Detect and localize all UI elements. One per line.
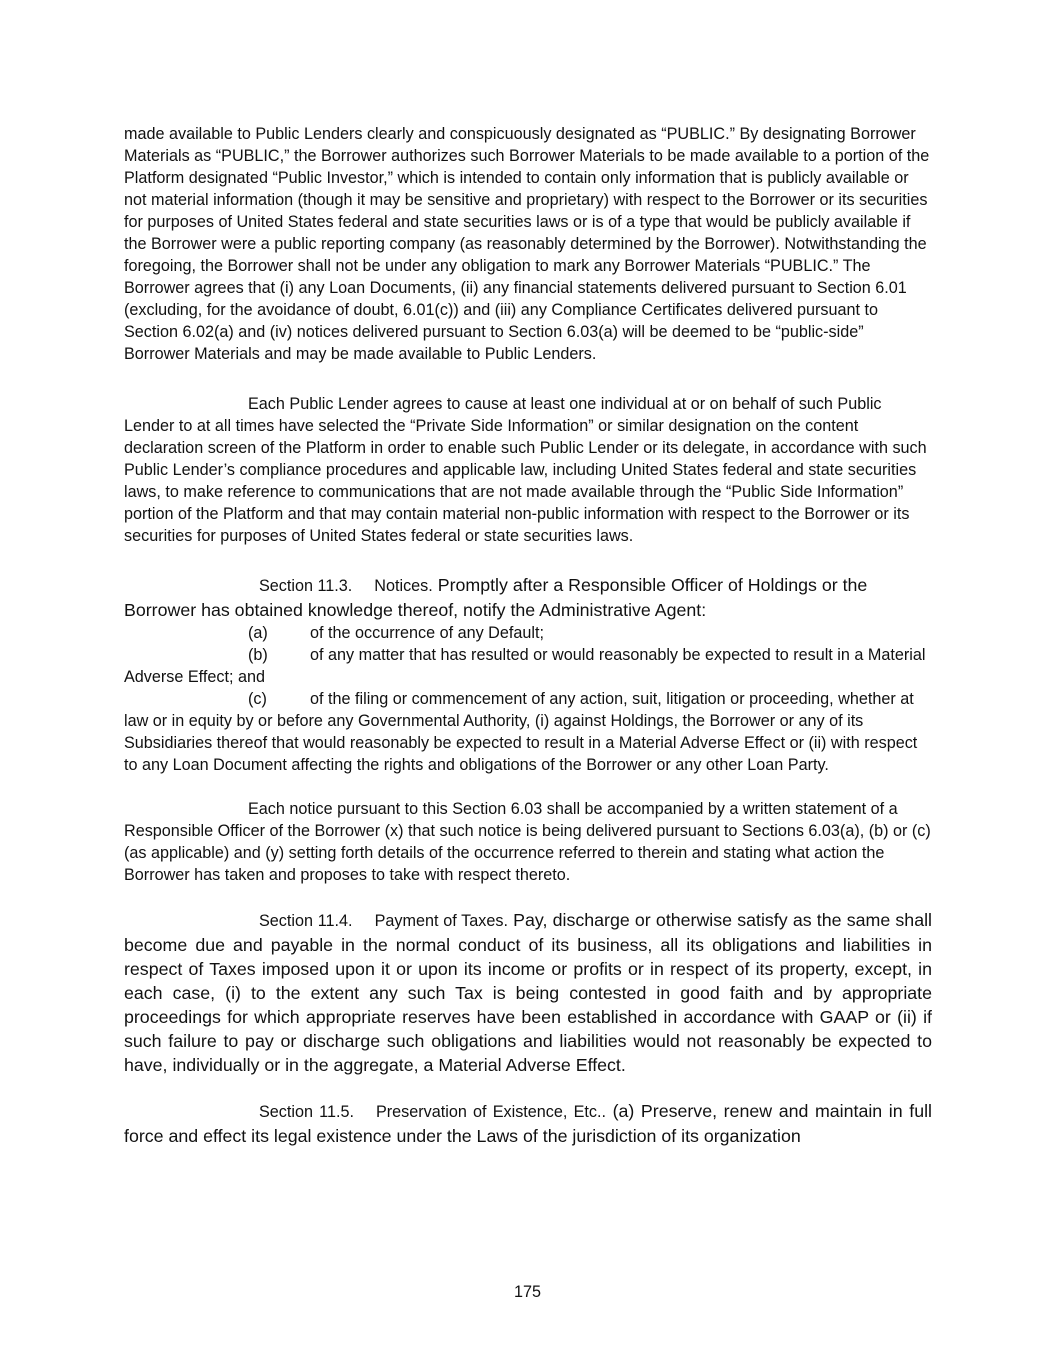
section-11-3-body: Promptly after a Responsible Officer of Holdings or the Borrower has obtained knowledge thereof, notify the Administrative Agent: — [124, 575, 868, 620]
section-11-5-body: (a) Preserve, renew and maintain in full force and effect its legal existence under the Laws of the jurisdiction of its organization — [124, 1101, 932, 1146]
section-11-3 — [124, 573, 932, 622]
clause-c-text: of the filing or commencement of any action, suit, litigation or proceeding, whether at law or in equity by or before any Governmental Authority, (i) against Holdings, the Borrower or any of its Subsidiaries thereof that would reasonably be expected to result in a Material Adverse Effect or (ii) with respect to any Loan Document affecting the rights and obligations of the Borrower or any other Loan Party. — [124, 690, 918, 774]
section-11-5-title: Preservation of Existence, Etc.. — [375, 1103, 606, 1121]
clause-a-text: of the occurrence of any Default; — [310, 624, 544, 642]
clause-a — [124, 622, 932, 644]
clause-b-label: (b) — [248, 646, 268, 664]
section-11-5-number: Section 11.5. — [259, 1103, 354, 1121]
public-lender-paragraph: Each Public Lender agrees to cause at least one individual at or on behalf of such Public Lender to at all times have selected the “Private Side Information” or similar designation on the content declaration screen of the Platform in order to enable such Public Lender or its delegate, in accordance with such Public Lender’s compliance procedures and applicable law, including United States federal and state securities laws, to make reference to communications that are not made available through the “Public Side Information” portion of the Platform and that may contain material non-public information with respect to the Borrower or its securities for purposes of United States federal or state securities laws. — [124, 395, 927, 545]
section-11-4 — [124, 908, 932, 1077]
section-11-4-title: Payment of Taxes. — [374, 912, 508, 930]
section-11-5 — [124, 1099, 932, 1148]
notice-paragraph: Each notice pursuant to this Section 6.03 shall be accompanied by a written statement of a Responsible Officer of the Borrower (x) that such notice is being delivered pursuant to Sections 6.03(a), (b) or (c) (as applicable) and (y) setting forth details of the occurrence referred to therein and stating what action the Borrower has taken and proposes to take with respect thereto. — [124, 800, 931, 884]
page-number: 175 — [513, 1283, 541, 1301]
clause-b-text: of any matter that has resulted or would reasonably be expected to result in a Material Adverse Effect; and — [124, 646, 926, 686]
intro-paragraph: made available to Public Lenders clearly and conspicuously designated as “PUBLIC.” By designating Borrower Materials as “PUBLIC,” the Borrower authorizes such Borrower Materials to be made available to a portion of the Platform designated “Public Investor,” which is intended to contain only information that is publicly available or not material information (though it may be sensitive and proprietary) with respect to the Borrower or its securities for purposes of United States federal and state securities laws or is of a type that would be publicly available if the Borrower were a public reporting company (as reasonably determined by the Borrower). Notwithstanding the foregoing, the Borrower shall not be under any obligation to mark any Borrower Materials “PUBLIC.” The Borrower agrees that (i) any Loan Documents, (ii) any financial statements delivered pursuant to Section 6.01 (excluding, for the avoidance of doubt, 6.01(c)) and (iii) any Compliance Certificates delivered pursuant to Section 6.02(a) and (iv) notices delivered pursuant to Section 6.03(a) will be deemed to be “public-side” Borrower Materials and may be made available to Public Lenders. — [124, 125, 930, 363]
section-11-3-title: Notices. — [374, 577, 433, 595]
clause-b — [124, 644, 932, 688]
clause-c-label: (c) — [248, 690, 267, 708]
clause-c — [124, 688, 932, 776]
section-11-3-number: Section 11.3. — [259, 577, 353, 595]
document-page — [124, 123, 932, 1148]
section-11-4-body: Pay, discharge or otherwise satisfy as the same shall become due and payable in the normal conduct of its business, all its obligations and liabilities in respect of Taxes imposed upon it or upon its income or profits or in respect of its property, except, in each case, (i) to the extent any such Tax is being contested in good faith and by appropriate proceedings for which appropriate reserves have been established in accordance with GAAP or (ii) if such failure to pay or discharge such obligations and liabilities would not reasonably be expected to have, individually or in the aggregate, a Material Adverse Effect. — [124, 910, 932, 1075]
section-11-4-number: Section 11.4. — [259, 912, 353, 930]
clause-a-label: (a) — [248, 624, 268, 642]
